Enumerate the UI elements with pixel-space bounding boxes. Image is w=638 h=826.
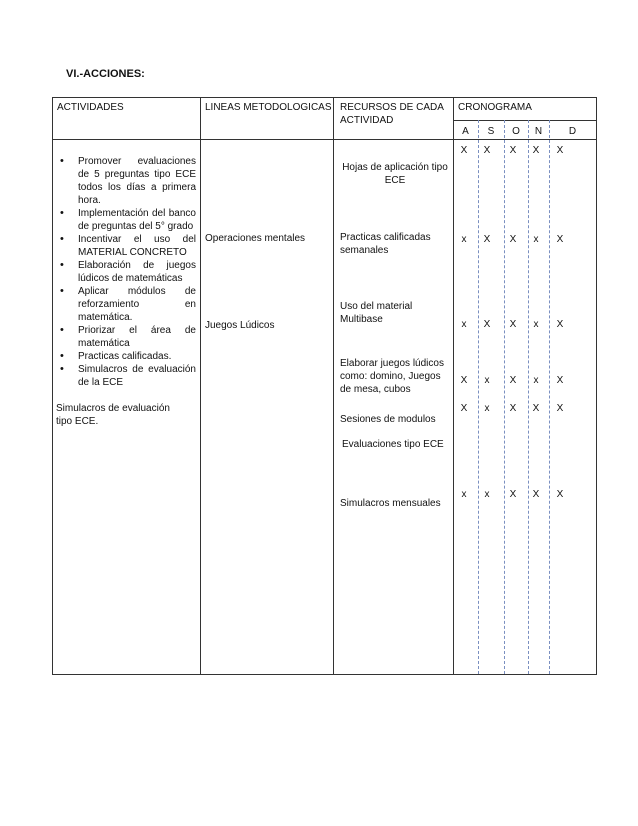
- header-row-bottom: [52, 139, 597, 140]
- actions-table: [52, 97, 597, 675]
- activity-item: • Priorizar el área de matemática: [56, 324, 196, 350]
- activity-item: • Aplicar módulos de reforzamiento en matemática.: [56, 285, 196, 324]
- activities-list: [56, 155, 196, 389]
- resource-material: Uso del material Multibase: [340, 301, 413, 325]
- schedule-mark-o: X: [509, 489, 517, 500]
- table-border-top: [52, 97, 597, 98]
- activity-item: • Elaboración de juegos lúdicos de matemáticas: [56, 259, 196, 285]
- header-lines: LINEAS METODOLOGICAS: [205, 102, 332, 113]
- month-d: D: [568, 126, 577, 137]
- month-o: O: [512, 126, 520, 137]
- month-divider-2: [504, 120, 505, 674]
- schedule-subheader-line: [453, 120, 597, 121]
- activity-item: • Simulacros de evaluación de la ECE: [56, 363, 196, 389]
- col-divider-2: [333, 97, 334, 675]
- schedule-mark-s: X: [483, 319, 491, 330]
- schedule-mark-s: X: [483, 145, 491, 156]
- schedule-mark-n: X: [532, 489, 540, 500]
- month-divider-1: [478, 120, 479, 674]
- schedule-mark-o: X: [509, 319, 517, 330]
- schedule-mark-a: x: [461, 489, 467, 500]
- schedule-mark-d: X: [556, 145, 564, 156]
- resource-juegos: Elaborar juegos lúdicos como: domino, Juegos de mesa, cubos: [340, 358, 444, 395]
- col-divider-1: [200, 97, 201, 675]
- activities-cell: [56, 155, 196, 428]
- schedule-mark-n: X: [532, 145, 540, 156]
- schedule-mark-n: X: [532, 403, 540, 414]
- schedule-mark-n: x: [533, 234, 539, 245]
- resource-practicas: Practicas calificadas semanales: [340, 232, 431, 256]
- schedule-mark-d: X: [556, 403, 564, 414]
- schedule-mark-o: X: [509, 375, 517, 386]
- month-divider-4: [549, 120, 550, 674]
- table-border-right: [596, 97, 597, 675]
- schedule-mark-n: x: [533, 375, 539, 386]
- month-n: N: [534, 126, 543, 137]
- schedule-mark-d: X: [556, 375, 564, 386]
- schedule-mark-d: X: [556, 489, 564, 500]
- resource-simulacros: Simulacros mensuales: [340, 498, 441, 509]
- header-schedule: CRONOGRAMA: [458, 102, 532, 113]
- schedule-mark-o: X: [509, 403, 517, 414]
- schedule-mark-s: x: [484, 403, 490, 414]
- resource-evaluaciones: Evaluaciones tipo ECE: [342, 439, 444, 450]
- activity-item: • Promover evaluaciones de 5 preguntas tipo ECE todos los días a primera hora.: [56, 155, 196, 207]
- header-activities: ACTIVIDADES: [57, 102, 124, 113]
- month-a: A: [462, 126, 469, 137]
- schedule-mark-o: X: [509, 145, 517, 156]
- resource-hojas: Hojas de aplicación tipo ECE: [342, 162, 448, 186]
- schedule-mark-d: X: [556, 234, 564, 245]
- activity-item: • Implementación del banco de preguntas del 5° grado: [56, 207, 196, 233]
- activity-item: • Incentivar el uso del MATERIAL CONCRETO: [56, 233, 196, 259]
- schedule-mark-a: x: [461, 234, 467, 245]
- section-title: VI.-ACCIONES:: [66, 68, 145, 80]
- line-operaciones: Operaciones mentales: [205, 233, 306, 244]
- schedule-mark-o: X: [509, 234, 517, 245]
- month-divider-3: [528, 120, 529, 674]
- schedule-mark-s: x: [484, 489, 490, 500]
- schedule-mark-d: X: [556, 319, 564, 330]
- schedule-mark-a: x: [461, 319, 467, 330]
- header-resources: RECURSOS DE CADA ACTIVIDAD: [340, 102, 444, 126]
- activity-item: • Practicas calificadas.: [56, 350, 196, 363]
- col-divider-3: [453, 97, 454, 675]
- table-border-left: [52, 97, 53, 675]
- line-juegos: Juegos Lúdicos: [205, 320, 275, 331]
- schedule-mark-a: X: [460, 403, 468, 414]
- table-border-bottom: [52, 674, 597, 675]
- month-s: S: [487, 126, 495, 137]
- schedule-mark-a: X: [460, 145, 468, 156]
- schedule-mark-s: X: [483, 234, 491, 245]
- resource-sesiones: Sesiones de modulos: [340, 414, 436, 425]
- activities-footer: Simulacros de evaluación tipo ECE.: [56, 403, 170, 427]
- schedule-mark-n: x: [533, 319, 539, 330]
- schedule-mark-a: X: [460, 375, 468, 386]
- schedule-mark-s: x: [484, 375, 490, 386]
